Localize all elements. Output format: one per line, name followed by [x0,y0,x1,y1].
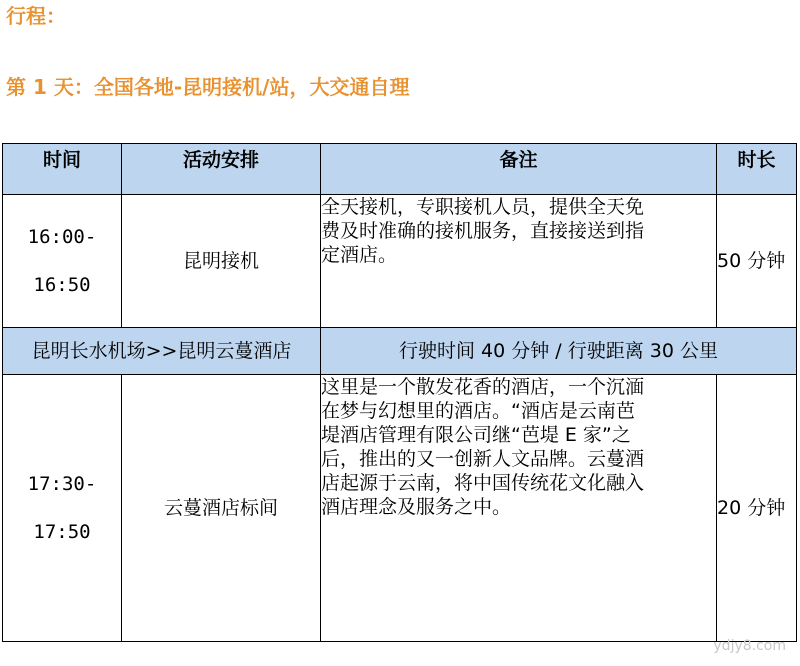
time-start: 17:30- [27,473,97,495]
route-row [3,328,797,375]
note-cell [321,375,717,642]
header-time: 时间 [3,144,122,195]
note-line: 这里是一个散发花香的酒店，一个沉湎 [321,376,645,398]
note-line: 酒店理念及服务之中。 [321,496,512,518]
note-line: 堤酒店管理有限公司继“芭堤 E 家”之 [321,424,631,446]
duration-cell: 50 分钟 [717,195,797,328]
note-line: 后，推出的又一创新人文品牌。云蔓酒 [321,448,645,470]
note-line: 费及时准确的接机服务，直接接送到指 [321,220,645,242]
time-end: 17:50 [33,521,91,543]
duration-cell: 20 分钟 [717,375,797,642]
route-cell: 昆明长水机场>>昆明云蔓酒店 [3,328,321,375]
activity-cell: 昆明接机 [122,195,321,328]
note-line: 定酒店。 [321,244,398,266]
table-row [3,195,797,328]
table-row [3,375,797,642]
route-info-cell: 行驶时间 40 分钟 / 行驶距离 30 公里 [321,328,797,375]
header-duration: 时长 [717,144,797,195]
note-line: 在梦与幻想里的酒店。“酒店是云南芭 [321,400,635,422]
itinerary-table [2,143,797,642]
header-activity: 活动安排 [122,144,321,195]
activity-cell: 云蔓酒店标间 [122,375,321,642]
time-cell [3,375,122,642]
time-cell [3,195,122,328]
note-line: 店起源于云南，将中国传统花文化融入 [321,472,645,494]
section-title: 行程： [6,4,66,28]
note-line: 全天接机，专职接机人员，提供全天免 [321,196,645,218]
time-start: 16:00- [27,226,97,248]
header-note: 备注 [321,144,717,195]
watermark: ydjy8.com [713,638,786,654]
table-header-row [3,144,797,195]
day-title: 第 1 天：全国各地-昆明接机/站，大交通自理 [6,75,410,99]
time-end: 16:50 [33,274,91,296]
note-cell [321,195,717,328]
